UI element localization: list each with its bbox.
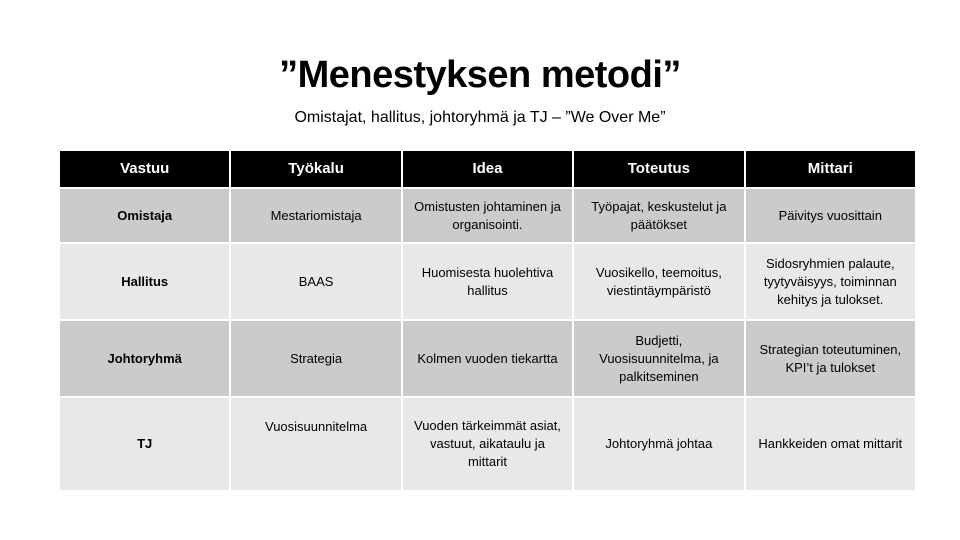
table-cell: Budjetti, Vuosisuunnitelma, ja palkitseminen <box>573 320 744 397</box>
table-cell: TJ <box>59 397 230 491</box>
table-cell: Omistusten johtaminen ja organisointi. <box>402 188 573 243</box>
table-cell: Omistaja <box>59 188 230 243</box>
table-row <box>59 188 916 243</box>
table-cell: Kolmen vuoden tiekartta <box>402 320 573 397</box>
table-header-row <box>59 150 916 188</box>
table-cell: Päivitys vuosittain <box>745 188 916 243</box>
table-cell: Työpajat, keskustelut ja päätökset <box>573 188 744 243</box>
table-cell: Hankkeiden omat mittarit <box>745 397 916 491</box>
table-cell: Vuosisuunnitelma <box>230 397 401 491</box>
table-cell: Sidosryhmien palaute, tyytyväisyys, toiminnan kehitys ja tulokset. <box>745 243 916 320</box>
table-row <box>59 243 916 320</box>
slide-title: ”Menestyksen metodi” <box>279 54 681 96</box>
table-cell: Huomisesta huolehtiva hallitus <box>402 243 573 320</box>
table-cell: Vuosikello, teemoitus, viestintäympäristö <box>573 243 744 320</box>
table-cell: Mestariomistaja <box>230 188 401 243</box>
table-cell: Strategian toteutuminen, KPI’t ja tulokset <box>745 320 916 397</box>
header-idea: Idea <box>402 150 573 188</box>
header-vastuu: Vastuu <box>59 150 230 188</box>
table-cell: BAAS <box>230 243 401 320</box>
table-cell: Strategia <box>230 320 401 397</box>
table-cell: Hallitus <box>59 243 230 320</box>
header-toteutus: Toteutus <box>573 150 744 188</box>
table-cell: Johtoryhmä <box>59 320 230 397</box>
header-tyokalu: Työkalu <box>230 150 401 188</box>
slide-subtitle: Omistajat, hallitus, johtoryhmä ja TJ – ”We Over Me” <box>294 109 666 126</box>
responsibility-table <box>58 149 917 492</box>
table-cell: Vuoden tärkeimmät asiat, vastuut, aikataulu ja mittarit <box>402 397 573 491</box>
header-mittari: Mittari <box>745 150 916 188</box>
table-row <box>59 320 916 397</box>
table-row <box>59 397 916 491</box>
table-cell: Johtoryhmä johtaa <box>573 397 744 491</box>
